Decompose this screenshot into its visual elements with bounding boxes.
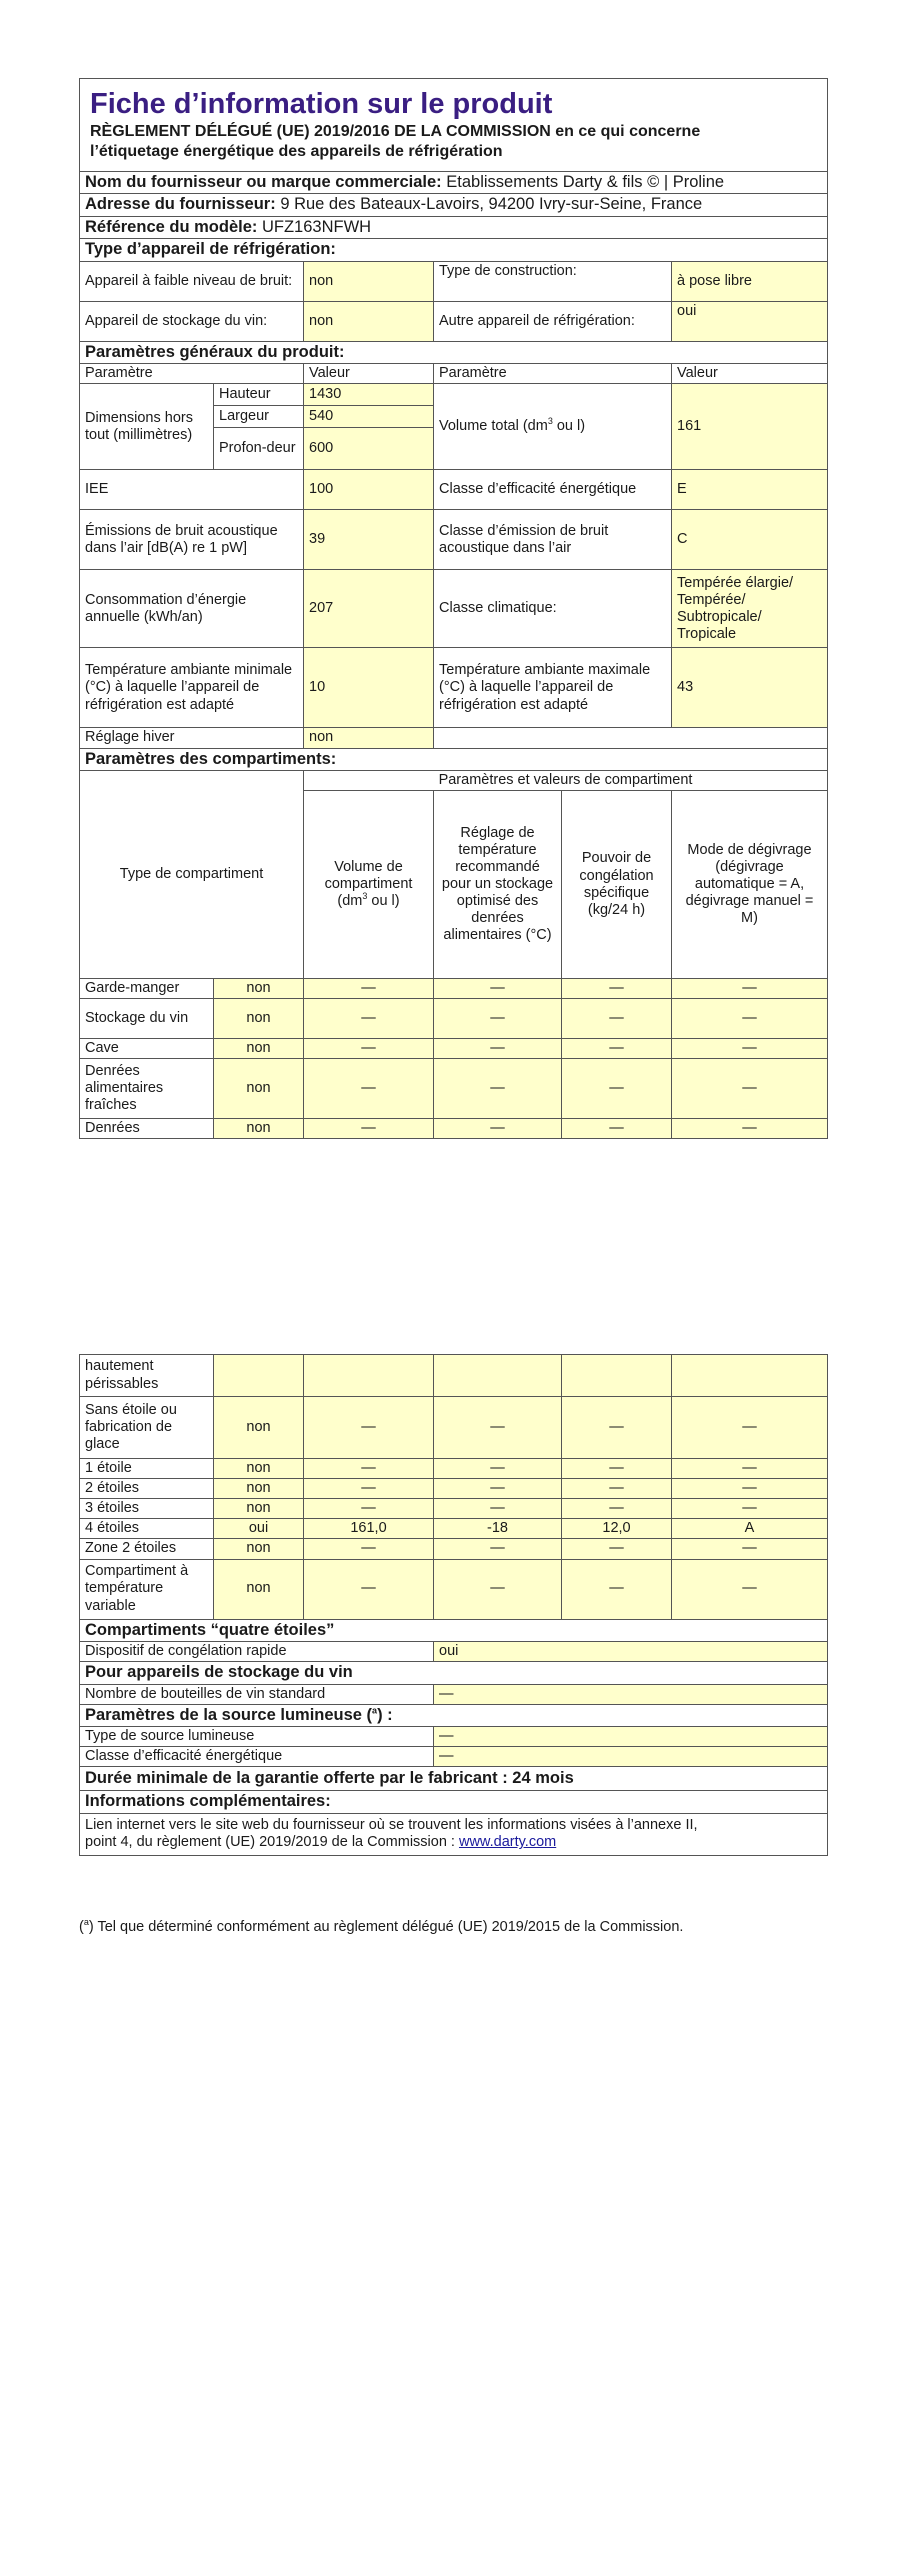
compartment-present-value: non xyxy=(214,1119,304,1139)
min-ambient-temp-value: 10 xyxy=(304,648,434,728)
compartment-defrost-value: — xyxy=(672,1039,828,1059)
compartment-row xyxy=(80,979,828,999)
compartment-volume-value: — xyxy=(304,1059,434,1119)
compartment-row xyxy=(80,1039,828,1059)
compartment-present-value: oui xyxy=(214,1519,304,1539)
product-info-table-page2 xyxy=(79,1354,828,1856)
compartment-temp-value: — xyxy=(434,1039,562,1059)
max-ambient-temp-label: Température ambiante maximale (°C) à laquelle l’appareil de réfrigération est adapté xyxy=(434,648,672,728)
energy-consumption-label: Consommation d’énergie annuelle (kWh/an) xyxy=(80,570,304,648)
general-params-heading: Paramètres généraux du produit: xyxy=(80,341,828,363)
continued-cell xyxy=(304,1355,434,1397)
compartment-freeze-value: — xyxy=(562,1459,672,1479)
height-label: Hauteur xyxy=(214,384,304,406)
value-col-header-2: Valeur xyxy=(672,364,828,384)
param-col-header: Paramètre xyxy=(80,364,304,384)
supplier-website-link[interactable]: www.darty.com xyxy=(458,1834,557,1851)
depth-value: 600 xyxy=(304,428,434,470)
depth-label: Profon-deur xyxy=(214,428,304,470)
additional-info-heading: Informations complémentaires: xyxy=(80,1791,828,1813)
compartment-temp-value: — xyxy=(434,1397,562,1459)
regulation-line-2: l’étiquetage énergétique des appareils de réfrigération xyxy=(90,143,503,161)
compartment-row xyxy=(80,1519,828,1539)
compartment-volume-value: — xyxy=(304,979,434,999)
other-appliance-value: oui xyxy=(672,301,828,341)
winter-setting-value: non xyxy=(304,728,434,748)
warranty-row: Durée minimale de la garantie offerte par le fabricant : 24 mois xyxy=(80,1767,828,1791)
compartment-volume-value: — xyxy=(304,1459,434,1479)
compartment-name-continued: hautement périssables xyxy=(80,1355,214,1397)
compartment-name: 3 étoiles xyxy=(80,1499,214,1519)
light-source-heading: Paramètres de la source lumineuse ($^a$) : xyxy=(80,1704,828,1726)
compartment-name: Garde-manger xyxy=(80,979,214,999)
compartment-row xyxy=(80,1119,828,1139)
compartment-freeze-value: — xyxy=(562,1397,672,1459)
low-noise-value: non xyxy=(304,261,434,301)
wine-bottles-label: Nombre de bouteilles de vin standard xyxy=(80,1684,434,1704)
continued-cell xyxy=(434,1355,562,1397)
compartment-present-value: non xyxy=(214,999,304,1039)
construction-label: Type de construction: xyxy=(434,261,672,301)
model-reference-label: Référence du modèle: xyxy=(85,217,258,236)
continued-cell xyxy=(672,1355,828,1397)
compartment-volume-header: Volume de compartiment ($dm^3$ ou l) xyxy=(304,791,434,979)
compartment-volume-value: — xyxy=(304,1039,434,1059)
compartment-row xyxy=(80,1539,828,1559)
noise-class-label: Classe d’émission de bruit acoustique dans l’air xyxy=(434,510,672,570)
compartment-defrost-value: — xyxy=(672,1119,828,1139)
compartment-name: 2 étoiles xyxy=(80,1479,214,1499)
compartment-temp-value: — xyxy=(434,1539,562,1559)
iee-label: IEE xyxy=(80,470,304,510)
compartment-defrost-value: — xyxy=(672,1559,828,1619)
compartment-row xyxy=(80,1499,828,1519)
compartment-temp-value: — xyxy=(434,1119,562,1139)
noise-emission-label: Émissions de bruit acoustique dans l’air [dB(A) re 1 pW] xyxy=(80,510,304,570)
compartment-group-header: Paramètres et valeurs de compartiment xyxy=(304,771,828,791)
compartment-freeze-value: — xyxy=(562,1559,672,1619)
height-value: 1430 xyxy=(304,384,434,406)
four-star-heading: Compartiments “quatre étoiles” xyxy=(80,1619,828,1641)
footnote: ($^a$) Tel que déterminé conformément au règlement délégué (UE) 2019/2015 de la Commission. xyxy=(79,1917,684,1935)
compartment-present-value: non xyxy=(214,1559,304,1619)
width-label: Largeur xyxy=(214,406,304,428)
wine-bottles-value: — xyxy=(434,1684,828,1704)
compartment-present-value: non xyxy=(214,1479,304,1499)
energy-class-label: Classe d’efficacité énergétique xyxy=(434,470,672,510)
compartment-defrost-value: — xyxy=(672,1397,828,1459)
appliance-type-heading: Type d’appareil de réfrigération: xyxy=(80,239,828,261)
compartment-volume-value: — xyxy=(304,1397,434,1459)
light-class-label: Classe d’efficacité énergétique xyxy=(80,1747,434,1767)
energy-class-value: E xyxy=(672,470,828,510)
compartment-temp-value: — xyxy=(434,979,562,999)
compartment-freeze-value: — xyxy=(562,1499,672,1519)
product-info-table-page1 xyxy=(79,78,828,1139)
model-reference-row xyxy=(80,216,828,238)
compartment-defrost-value: — xyxy=(672,999,828,1039)
supplier-address-value: 9 Rue des Bateaux-Lavoirs, 94200 Ivry-sur-Seine, France xyxy=(280,195,703,214)
compartment-type-header: Type de compartiment xyxy=(80,771,304,979)
compartment-temp-value: -18 xyxy=(434,1519,562,1539)
compartment-name: Stockage du vin xyxy=(80,999,214,1039)
compartment-temp-value: — xyxy=(434,1559,562,1619)
supplier-name-label: Nom du fournisseur ou marque commerciale: xyxy=(85,173,442,191)
compartment-name: Sans étoile ou fabrication de glace xyxy=(80,1397,214,1459)
compartment-temp-value: — xyxy=(434,1059,562,1119)
wine-storage-value: non xyxy=(304,301,434,341)
compartment-freeze-value: — xyxy=(562,1119,672,1139)
compartment-volume-value: — xyxy=(304,1479,434,1499)
climate-class-value: Tempérée élargie/ Tempérée/ Subtropicale/ Tropicale xyxy=(672,570,828,648)
supplier-address-row xyxy=(80,194,828,216)
compartment-row xyxy=(80,1397,828,1459)
winter-setting-empty xyxy=(434,728,828,748)
compartment-temp-value: — xyxy=(434,1459,562,1479)
recommended-temp-header: Réglage de température recommandé pour un stockage optimisé des denrées alimentaires (°C) xyxy=(434,791,562,979)
compartment-defrost-value: — xyxy=(672,1059,828,1119)
compartment-row xyxy=(80,1459,828,1479)
dimensions-label: Dimensions hors tout (millimètres) xyxy=(80,384,214,470)
model-reference-value: UFZ163NFWH xyxy=(261,217,372,236)
defrost-mode-header: Mode de dégivrage (dégivrage automatique = A, dégivrage manuel = M) xyxy=(672,791,828,979)
total-volume-value: 161 xyxy=(672,384,828,470)
page-title: Fiche d’information sur le produit xyxy=(90,87,553,120)
winter-setting-label: Réglage hiver xyxy=(80,728,304,748)
compartment-present-value: non xyxy=(214,1039,304,1059)
supplier-name-value: Etablissements Darty & fils © | Proline xyxy=(446,173,725,191)
supplier-address-label: Adresse du fournisseur: xyxy=(85,195,276,214)
compartment-present-value: non xyxy=(214,1059,304,1119)
compartment-row xyxy=(80,1479,828,1499)
continued-cell xyxy=(562,1355,672,1397)
total-volume-label: Volume total ($dm^3$ ou l) xyxy=(434,384,672,470)
fast-freeze-value: oui xyxy=(434,1642,828,1662)
compartment-volume-value: — xyxy=(304,1499,434,1519)
compartment-freeze-value: — xyxy=(562,979,672,999)
energy-consumption-value: 207 xyxy=(304,570,434,648)
header-block xyxy=(80,79,828,172)
width-value: 540 xyxy=(304,406,434,428)
compartment-name: Zone 2 étoiles xyxy=(80,1539,214,1559)
compartment-volume-value: — xyxy=(304,1559,434,1619)
wine-storage-heading: Pour appareils de stockage du vin xyxy=(80,1662,828,1684)
iee-value: 100 xyxy=(304,470,434,510)
supplier-name-row xyxy=(80,172,828,194)
info-text-line-1: Lien internet vers le site web du fournisseur où se trouvent les informations visées à l’annexe II, xyxy=(85,1817,698,1834)
light-type-value: — xyxy=(434,1727,828,1747)
compartment-present-value: non xyxy=(214,979,304,999)
noise-emission-value: 39 xyxy=(304,510,434,570)
noise-class-value: C xyxy=(672,510,828,570)
additional-info-text xyxy=(80,1813,828,1855)
compartment-freeze-value: — xyxy=(562,999,672,1039)
compartment-present-value: non xyxy=(214,1397,304,1459)
climate-class-label: Classe climatique: xyxy=(434,570,672,648)
compartment-name: 4 étoiles xyxy=(80,1519,214,1539)
param-col-header-2: Paramètre xyxy=(434,364,672,384)
compartment-present-value: non xyxy=(214,1539,304,1559)
compartment-defrost-value: — xyxy=(672,1459,828,1479)
other-appliance-label: Autre appareil de réfrigération: xyxy=(434,301,672,341)
low-noise-label: Appareil à faible niveau de bruit: xyxy=(80,261,304,301)
compartment-name: Compartiment à température variable xyxy=(80,1559,214,1619)
compartment-freeze-value: — xyxy=(562,1539,672,1559)
compartment-freeze-value: — xyxy=(562,1059,672,1119)
continued-cell xyxy=(214,1355,304,1397)
info-text-line-2: point 4, du règlement (UE) 2019/2019 de la Commission : xyxy=(85,1834,459,1851)
compartment-temp-value: — xyxy=(434,1499,562,1519)
compartment-volume-value: — xyxy=(304,1539,434,1559)
compartment-freeze-value: 12,0 xyxy=(562,1519,672,1539)
freezing-capacity-header: Pouvoir de congélation spécifique (kg/24 h) xyxy=(562,791,672,979)
compartment-row xyxy=(80,1059,828,1119)
compartment-present-value: non xyxy=(214,1459,304,1479)
compartment-row xyxy=(80,999,828,1039)
compartment-defrost-value: — xyxy=(672,1479,828,1499)
min-ambient-temp-label: Température ambiante minimale (°C) à laquelle l’appareil de réfrigération est adapté xyxy=(80,648,304,728)
compartment-row xyxy=(80,1559,828,1619)
compartment-temp-value: — xyxy=(434,1479,562,1499)
compartment-freeze-value: — xyxy=(562,1039,672,1059)
regulation-line-1: RÈGLEMENT DÉLÉGUÉ (UE) 2019/2016 DE LA COMMISSION en ce qui concerne xyxy=(90,122,701,140)
compartment-name: 1 étoile xyxy=(80,1459,214,1479)
compartment-name: Denrées alimentaires fraîches xyxy=(80,1059,214,1119)
compartment-name: Cave xyxy=(80,1039,214,1059)
fast-freeze-label: Dispositif de congélation rapide xyxy=(80,1642,434,1662)
wine-storage-label: Appareil de stockage du vin: xyxy=(80,301,304,341)
compartment-volume-value: 161,0 xyxy=(304,1519,434,1539)
light-class-value: — xyxy=(434,1747,828,1767)
light-type-label: Type de source lumineuse xyxy=(80,1727,434,1747)
compartment-defrost-value: A xyxy=(672,1519,828,1539)
compartment-volume-value: — xyxy=(304,999,434,1039)
value-col-header: Valeur xyxy=(304,364,434,384)
compartment-defrost-value: — xyxy=(672,1539,828,1559)
max-ambient-temp-value: 43 xyxy=(672,648,828,728)
construction-value: à pose libre xyxy=(672,261,828,301)
compartment-freeze-value: — xyxy=(562,1479,672,1499)
compartment-volume-value: — xyxy=(304,1119,434,1139)
compartment-temp-value: — xyxy=(434,999,562,1039)
compartment-name: Denrées xyxy=(80,1119,214,1139)
compartment-params-heading: Paramètres des compartiments: xyxy=(80,748,828,770)
compartment-defrost-value: — xyxy=(672,1499,828,1519)
compartment-defrost-value: — xyxy=(672,979,828,999)
compartment-present-value: non xyxy=(214,1499,304,1519)
